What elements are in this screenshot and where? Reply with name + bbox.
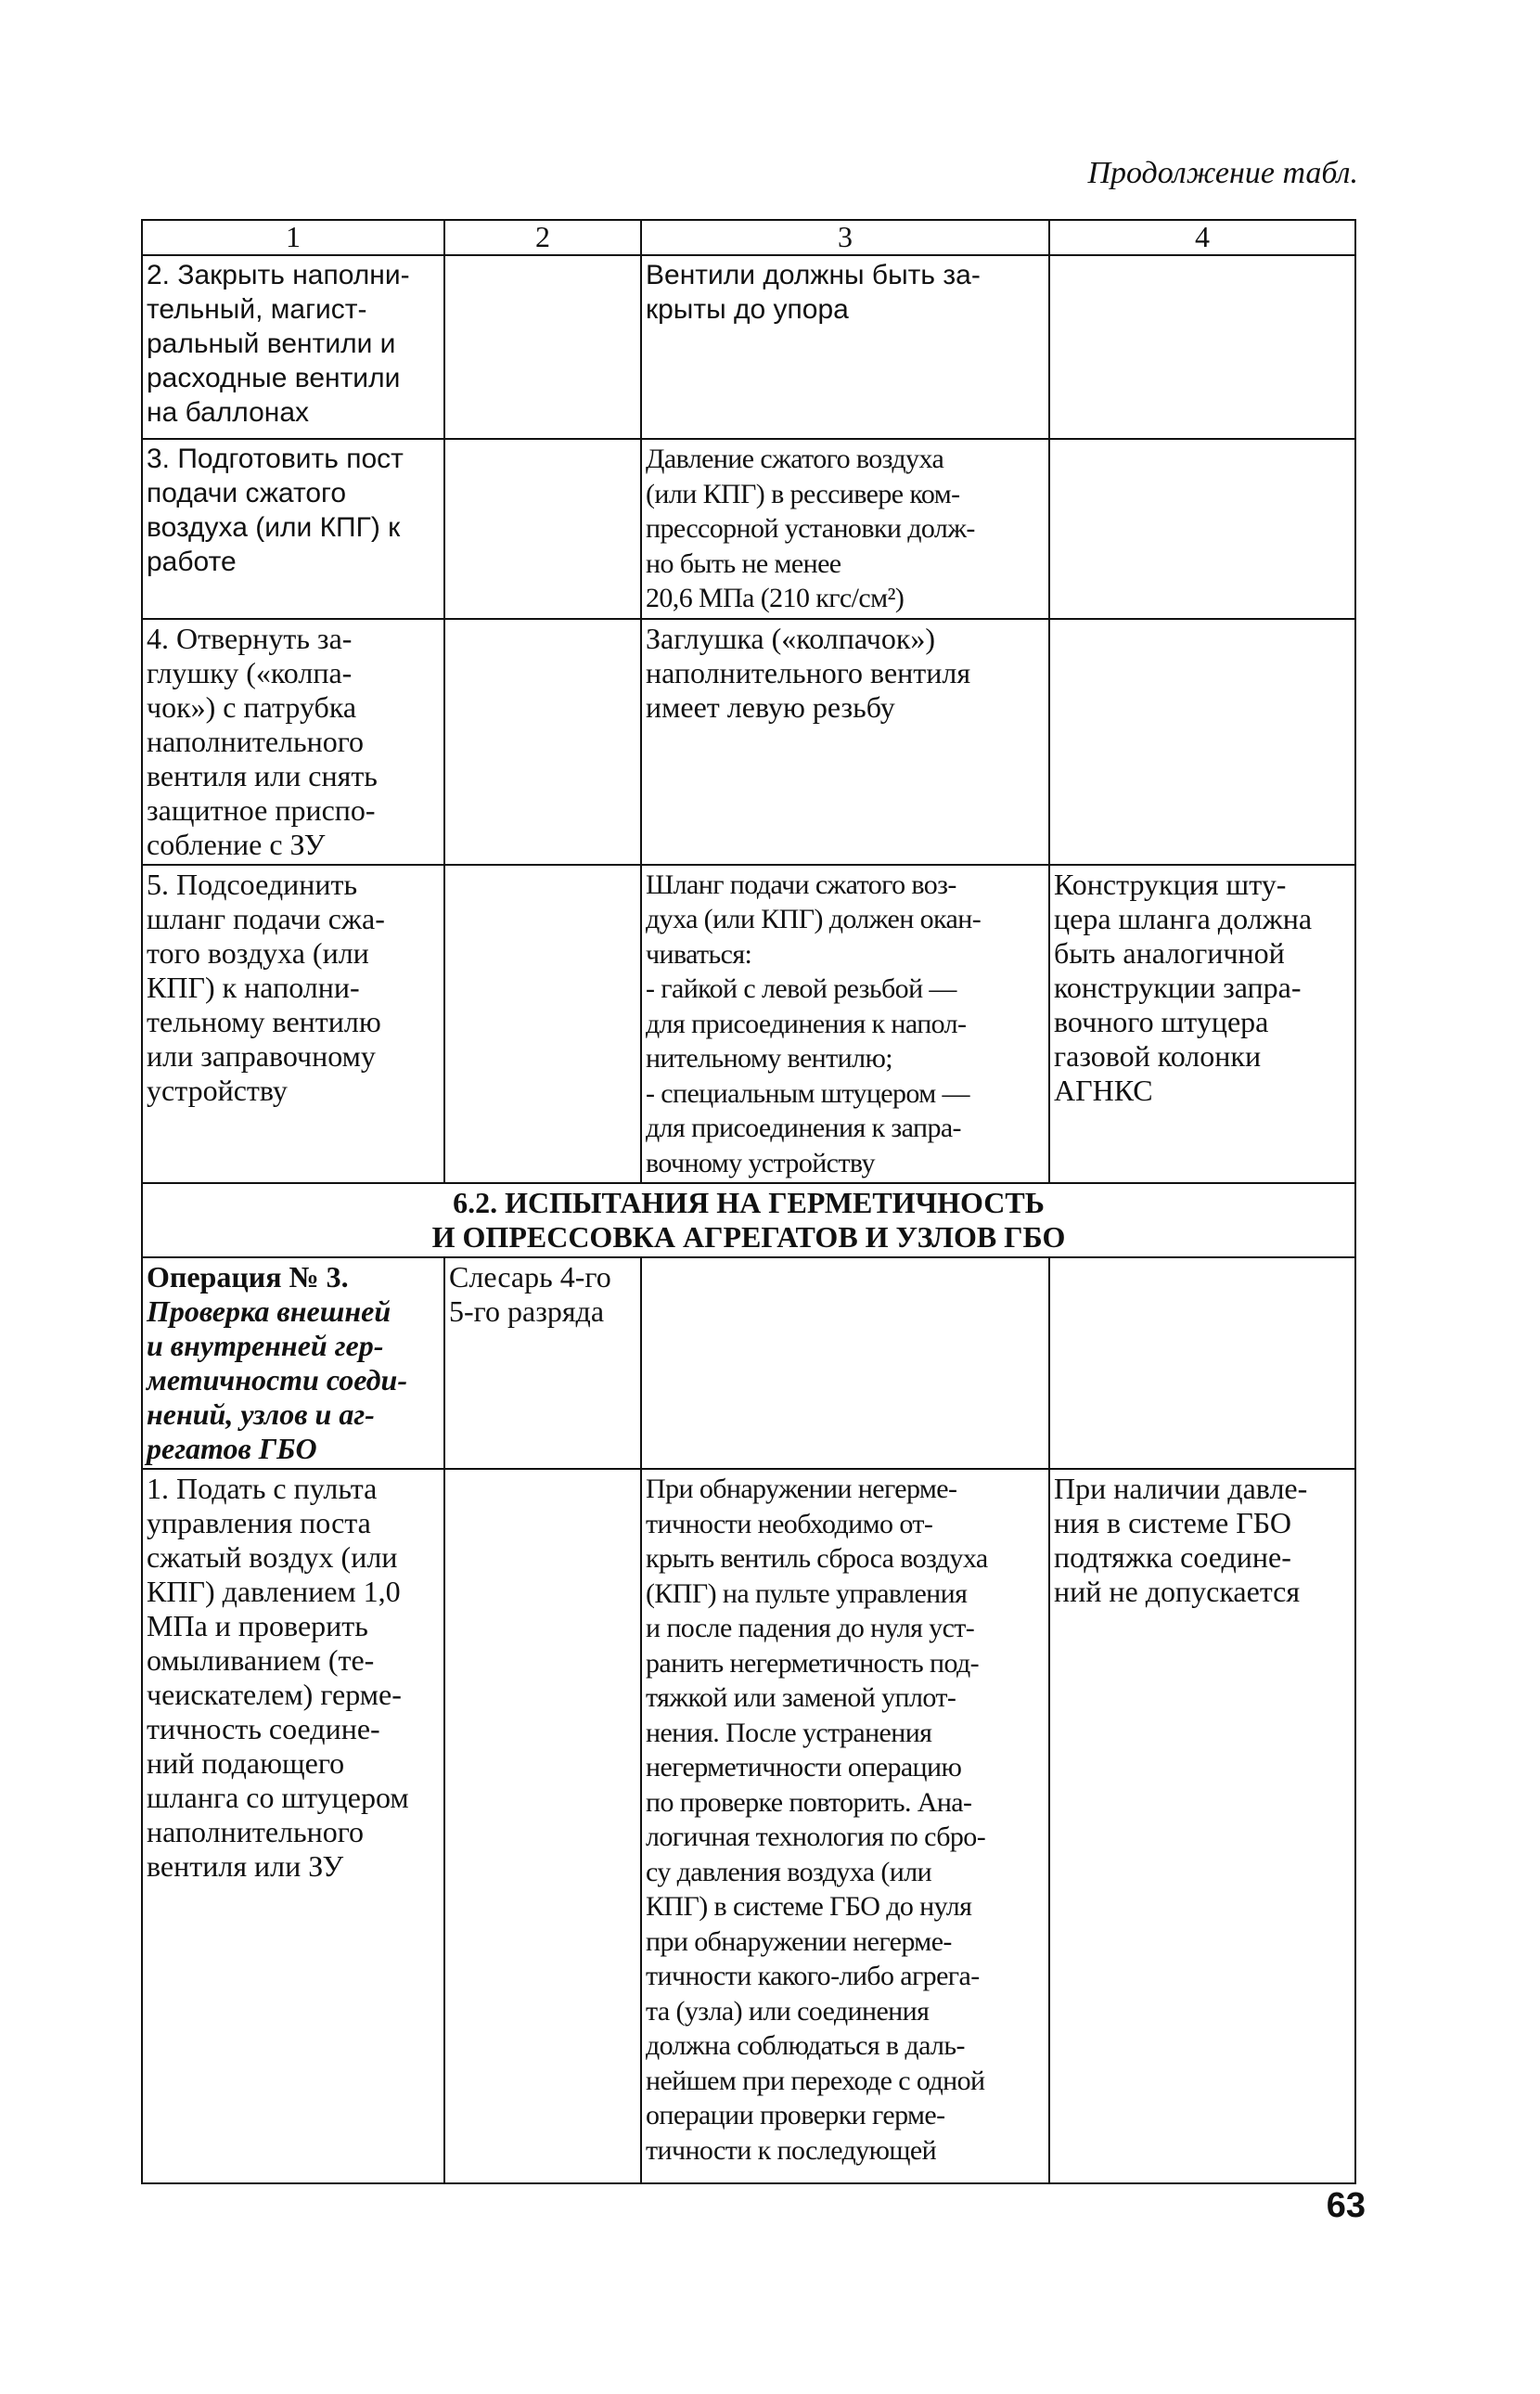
note-cell [1049,255,1355,439]
requirement-cell [641,1257,1049,1469]
note-text: Конструкция шту- цера шланга должна быть аналогичной конструкции запра- вочного штуцера газовой колонки АГНКС [1054,867,1313,1107]
step-text: 3. Подготовить пост подачи сжатого воздуха (или КПГ) к работе [147,444,404,577]
requirement-cell [641,439,1049,619]
requirement-cell [641,1469,1049,2183]
step-cell [142,1469,444,2183]
requirement-text: Вентили должны быть за- крыты до упора [646,260,981,325]
worker-cell [444,1257,641,1469]
column-number-row [142,220,1355,255]
note-cell [1049,1469,1355,2183]
note-cell [1049,439,1355,619]
operation-cell [142,1257,444,1469]
requirement-text: При обнаружении негерме- тичности необходимо от- крыть вентиль сброса воздуха (КПГ) на пульте управления и после падения до нуля уст- ранить негерметичность под- тяжкой или заменой уплот- нения. После устранения негерметичности операцию по проверке повторить. Ана- логичная технология по сбро- су давления воздуха (или КПГ) в системе ГБО до нуля при обнаружении негерме- тичности какого-либо агрега- та (узла) или соединения должна соблюдаться в даль- нейшем при переходе с одной операции проверки герме- тичности к последующей [646,1474,988,2166]
operation-description: Проверка внешней и внутренней гер- метичности соеди- нений, узлов и аг- регатов ГБО [147,1294,407,1465]
column-number: 4 [1049,220,1355,255]
worker-text: Слесарь 4-го 5-го разряда [449,1260,611,1328]
column-number: 2 [444,220,641,255]
worker-cell [444,1469,641,2183]
step-text: 1. Подать с пульта управления поста сжатый воздух (или КПГ) давлением 1,0 МПа и проверить омыливанием (те- чеискателем) герме- тичность соедине- ний подающего шланга со штуцером наполнительного вентиля или ЗУ [147,1472,409,1883]
column-number: 1 [142,220,444,255]
note-cell [1049,619,1355,865]
table-row [142,619,1355,865]
operations-table [141,219,1356,2184]
column-number: 3 [641,220,1049,255]
operation-row [142,1257,1355,1469]
worker-cell [444,865,641,1184]
requirement-text: Давление сжатого воздуха (или КПГ) в рессивере ком- прессорной установки долж- но быть не менее 20,6 МПа (210 кгс/см²) [646,444,975,613]
step-cell [142,865,444,1184]
section-heading [142,1183,1355,1257]
table-row [142,255,1355,439]
note-cell [1049,1257,1355,1469]
requirement-text: Шланг подачи сжатого воз- духа (или КПГ) должен окан- чиваться: - гайкой с левой резьбой — для присоединения к напол- нительному вентилю; - специальным штуцером — для присоединения к запра- вочному устройству [646,869,982,1178]
section-heading-line: И ОПРЕССОВКА АГРЕГАТОВ И УЗЛОВ ГБО [431,1220,1066,1254]
requirement-cell [641,255,1049,439]
step-text: 4. Отвернуть за- глушку («колпа- чок») с патрубка наполнительного вентиля или снять защитное приспо- собление с ЗУ [147,621,378,861]
step-text: 2. Закрыть наполни- тельный, магист- ральный вентили и расходные вентили на баллонах [147,260,410,428]
step-text: 5. Подсоединить шланг подачи сжа- того воздуха (или КПГ) к наполни- тельному вентилю или заправочному устройству [147,867,385,1107]
worker-cell [444,255,641,439]
requirement-cell [641,619,1049,865]
note-text: При наличии давле- ния в системе ГБО подтяжка соедине- ний не допускается [1054,1472,1308,1608]
table-row [142,1469,1355,2183]
section-heading-line: 6.2. ИСПЫТАНИЯ НА ГЕРМЕТИЧНОСТЬ [453,1186,1045,1219]
page-number: 63 [1326,2186,1366,2225]
section-row [142,1183,1355,1257]
step-cell [142,619,444,865]
requirement-cell [641,865,1049,1184]
note-cell [1049,865,1355,1184]
step-cell [142,255,444,439]
worker-cell [444,619,641,865]
worker-cell [444,439,641,619]
table-row [142,865,1355,1184]
table-row [142,439,1355,619]
requirement-text: Заглушка («колпачок») наполнительного вентиля имеет левую резьбу [646,621,971,724]
operation-title: Операция № 3. [147,1260,349,1294]
table-continued-caption: Продолжение табл. [1087,156,1358,190]
step-cell [142,439,444,619]
